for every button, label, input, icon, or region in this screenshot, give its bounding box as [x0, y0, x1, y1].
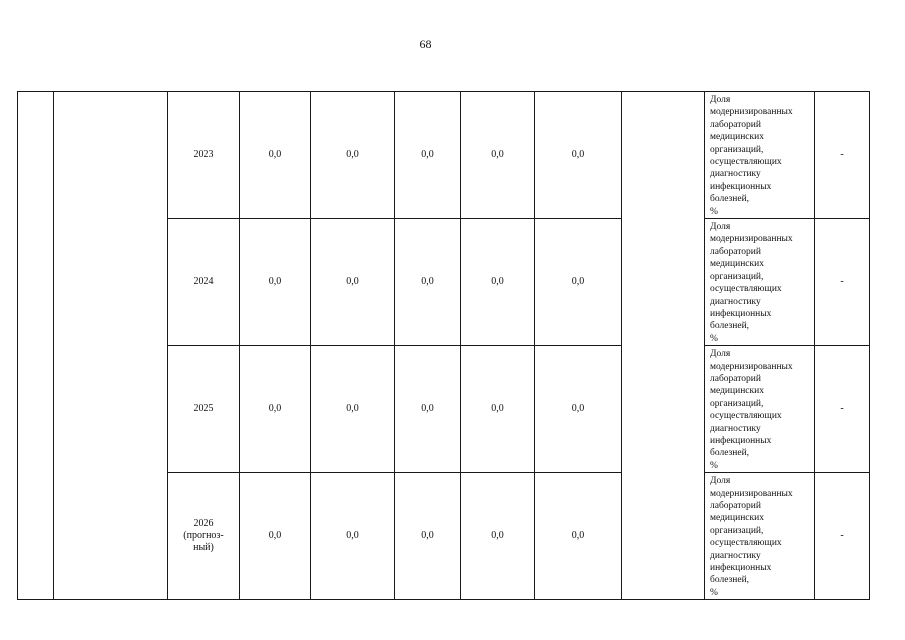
value-cell: 0,0 [311, 346, 395, 473]
value-cell: 0,0 [240, 219, 311, 346]
value-cell: 0,0 [461, 219, 535, 346]
measures-table [17, 91, 870, 600]
indicator-line: инфекционных [710, 181, 772, 192]
indicator-line: медицинских [710, 259, 764, 270]
value-cell: 0,0 [535, 346, 622, 473]
indicator-line: болезней, [710, 194, 750, 205]
indicator-line: % [710, 206, 718, 217]
value-cell: 0,0 [461, 346, 535, 473]
value-cell: 0,0 [535, 219, 622, 346]
year-cell: 2024 [168, 219, 240, 346]
indicator-line: осуществляющих [710, 538, 782, 549]
indicator-line: диагностику [710, 423, 761, 434]
indicator-line: инфекционных [710, 435, 772, 446]
value-cell: 0,0 [395, 473, 461, 600]
value-cell: 0,0 [461, 473, 535, 600]
indicator-line: организаций, [710, 144, 764, 155]
year-line: 2026 [193, 518, 214, 530]
table-row [18, 92, 870, 219]
target-cell: - [815, 473, 870, 600]
indicator-cell [705, 219, 815, 346]
value-cell: 0,0 [240, 473, 311, 600]
indicator-line: Доля [710, 222, 731, 233]
indicator-line: медицинских [710, 386, 764, 397]
value-cell: 0,0 [240, 92, 311, 219]
value-cell: 0,0 [311, 92, 395, 219]
year-cell: 2023 [168, 92, 240, 219]
target-cell: - [815, 92, 870, 219]
indicator-line: лабораторий [710, 501, 761, 511]
indicator-line: болезней, [710, 321, 750, 332]
indicator-line: модернизированных [710, 234, 793, 245]
year-line: ный) [193, 542, 214, 554]
target-cell: - [815, 346, 870, 473]
indicator-line: организаций, [710, 398, 764, 409]
indicator-cell [705, 473, 815, 600]
indicator-line: % [710, 587, 718, 598]
value-cell: 0,0 [535, 473, 622, 600]
indicator-line: лабораторий [710, 373, 761, 384]
year-cell [168, 473, 240, 600]
measure-name-cell [54, 92, 168, 600]
indicator-line: модернизированных [710, 361, 793, 372]
indicator-line: % [710, 333, 718, 344]
indicator-line: болезней, [710, 448, 750, 459]
indicator-line: организаций, [710, 271, 764, 282]
indicator-line: лабораторий [710, 246, 761, 257]
indicator-line: болезней, [710, 575, 750, 586]
value-cell: 0,0 [395, 346, 461, 473]
indicator-line: Доля [710, 476, 731, 487]
page-number: 68 [419, 37, 432, 51]
indicator-cell [705, 92, 815, 219]
indicator-line: осуществляющих [710, 284, 782, 295]
indicator-line: инфекционных [710, 308, 772, 319]
year-cell: 2025 [168, 346, 240, 473]
indicator-line: Доля [710, 95, 731, 105]
indicator-line: инфекционных [710, 563, 772, 574]
indicator-line: % [710, 460, 718, 471]
value-cell: 0,0 [311, 219, 395, 346]
value-cell: 0,0 [240, 346, 311, 473]
value-cell: 0,0 [395, 219, 461, 346]
value-cell: 0,0 [461, 92, 535, 219]
indicator-line: осуществляющих [710, 157, 782, 168]
executor-cell [622, 92, 705, 600]
indicator-line: модернизированных [710, 107, 793, 118]
value-cell: 0,0 [535, 92, 622, 219]
value-cell: 0,0 [311, 473, 395, 600]
indicator-line: диагностику [710, 550, 761, 561]
indicator-line: медицинских [710, 132, 764, 143]
indicator-line: лабораторий [710, 119, 761, 130]
indicator-line: медицинских [710, 513, 764, 524]
indicator-line: организаций, [710, 525, 764, 536]
indicator-line: диагностику [710, 296, 761, 307]
row-number-cell [18, 92, 54, 600]
target-cell: - [815, 219, 870, 346]
indicator-cell [705, 346, 815, 473]
indicator-line: осуществляющих [710, 411, 782, 422]
value-cell: 0,0 [395, 92, 461, 219]
indicator-line: Доля [710, 349, 731, 360]
indicator-line: модернизированных [710, 488, 793, 499]
indicator-line: диагностику [710, 169, 761, 180]
year-line: (прогноз- [183, 530, 224, 542]
